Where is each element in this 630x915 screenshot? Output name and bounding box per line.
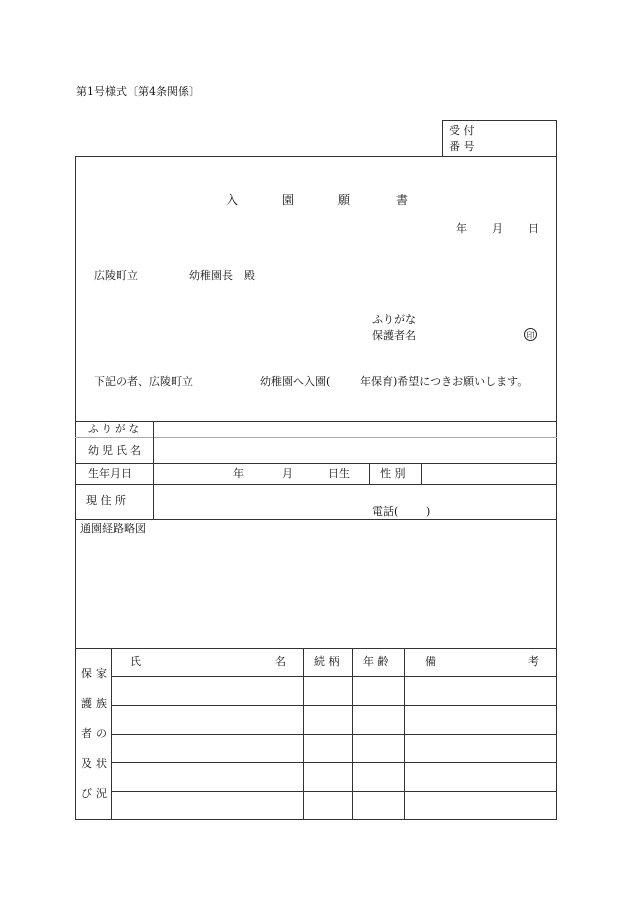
title-char-2: 園 [282, 193, 295, 207]
divider-label-col [153, 421, 154, 519]
gender-label: 性 別 [380, 467, 406, 480]
family-header-relation: 続 柄 [314, 655, 340, 668]
family-side-label-7: 族 [96, 697, 107, 710]
family-side-label-6: 家 [96, 667, 107, 680]
divider-family-top [75, 648, 557, 649]
family-side-label-5: び [81, 787, 92, 800]
phone-close: ) [426, 505, 431, 518]
addressee-principal: 幼稚園長 殿 [189, 269, 255, 282]
divider-birth [75, 484, 557, 485]
request-text-1: 下記の者、広陵町立 [94, 375, 193, 388]
request-text-3: 年保育)希望につきお願いします。 [360, 375, 529, 388]
family-header-age: 年 齢 [363, 655, 389, 668]
seal-mark-icon: 印 [524, 328, 537, 341]
divider-child-top [75, 421, 557, 422]
address-label: 現 住 所 [86, 494, 126, 507]
divider-address [75, 519, 557, 520]
title-char-1: 入 [226, 193, 239, 207]
form-frame [75, 156, 557, 820]
family-row-divider [111, 676, 557, 677]
family-header-notes-2: 考 [528, 655, 539, 668]
reception-label-line2: 番 号 [449, 140, 475, 153]
title-char-3: 願 [338, 193, 351, 207]
date-year-label: 年 [456, 222, 467, 235]
addressee-town: 広陵町立 [94, 269, 138, 282]
route-map-label: 通園経路略図 [80, 522, 146, 535]
divider-furigana [75, 437, 557, 438]
title-char-4: 書 [396, 193, 409, 207]
birth-date-label: 生年月日 [88, 467, 132, 480]
family-header-name-1: 氏 [130, 655, 141, 668]
guardian-name-label: 保護者名 [372, 329, 416, 342]
divider-gender-left [369, 463, 370, 484]
divider-gender-right [421, 463, 422, 484]
family-side-label-8: の [96, 727, 107, 740]
date-day-label: 日 [528, 222, 539, 235]
birth-day-label: 日生 [328, 467, 350, 480]
child-furigana-label: ふりがな [88, 423, 142, 435]
guardian-furigana-label: ふりがな [372, 313, 416, 326]
birth-year-label: 年 [233, 467, 244, 480]
family-header-name-2: 名 [275, 655, 286, 668]
family-row-divider [111, 762, 557, 763]
reception-label-line1: 受 付 [449, 124, 475, 137]
family-side-label-10: 況 [96, 787, 107, 800]
request-text-2: 幼稚園へ入園( [260, 375, 331, 388]
family-row-divider [111, 705, 557, 706]
family-side-label-3: 者 [81, 727, 92, 740]
family-side-label-4: 及 [81, 757, 92, 770]
phone-label: 電話( [372, 505, 399, 518]
form-number: 第1号様式〔第4条関係〕 [76, 85, 200, 98]
family-side-label-1: 保 [81, 667, 92, 680]
date-month-label: 月 [492, 222, 503, 235]
family-row-divider [111, 791, 557, 792]
birth-month-label: 月 [282, 467, 293, 480]
child-name-label: 幼児氏名 [88, 444, 144, 457]
family-header-notes-1: 備 [425, 655, 436, 668]
family-side-label-2: 護 [81, 697, 92, 710]
family-row-divider [111, 734, 557, 735]
divider-name [75, 463, 557, 464]
family-side-label-9: 状 [96, 757, 107, 770]
